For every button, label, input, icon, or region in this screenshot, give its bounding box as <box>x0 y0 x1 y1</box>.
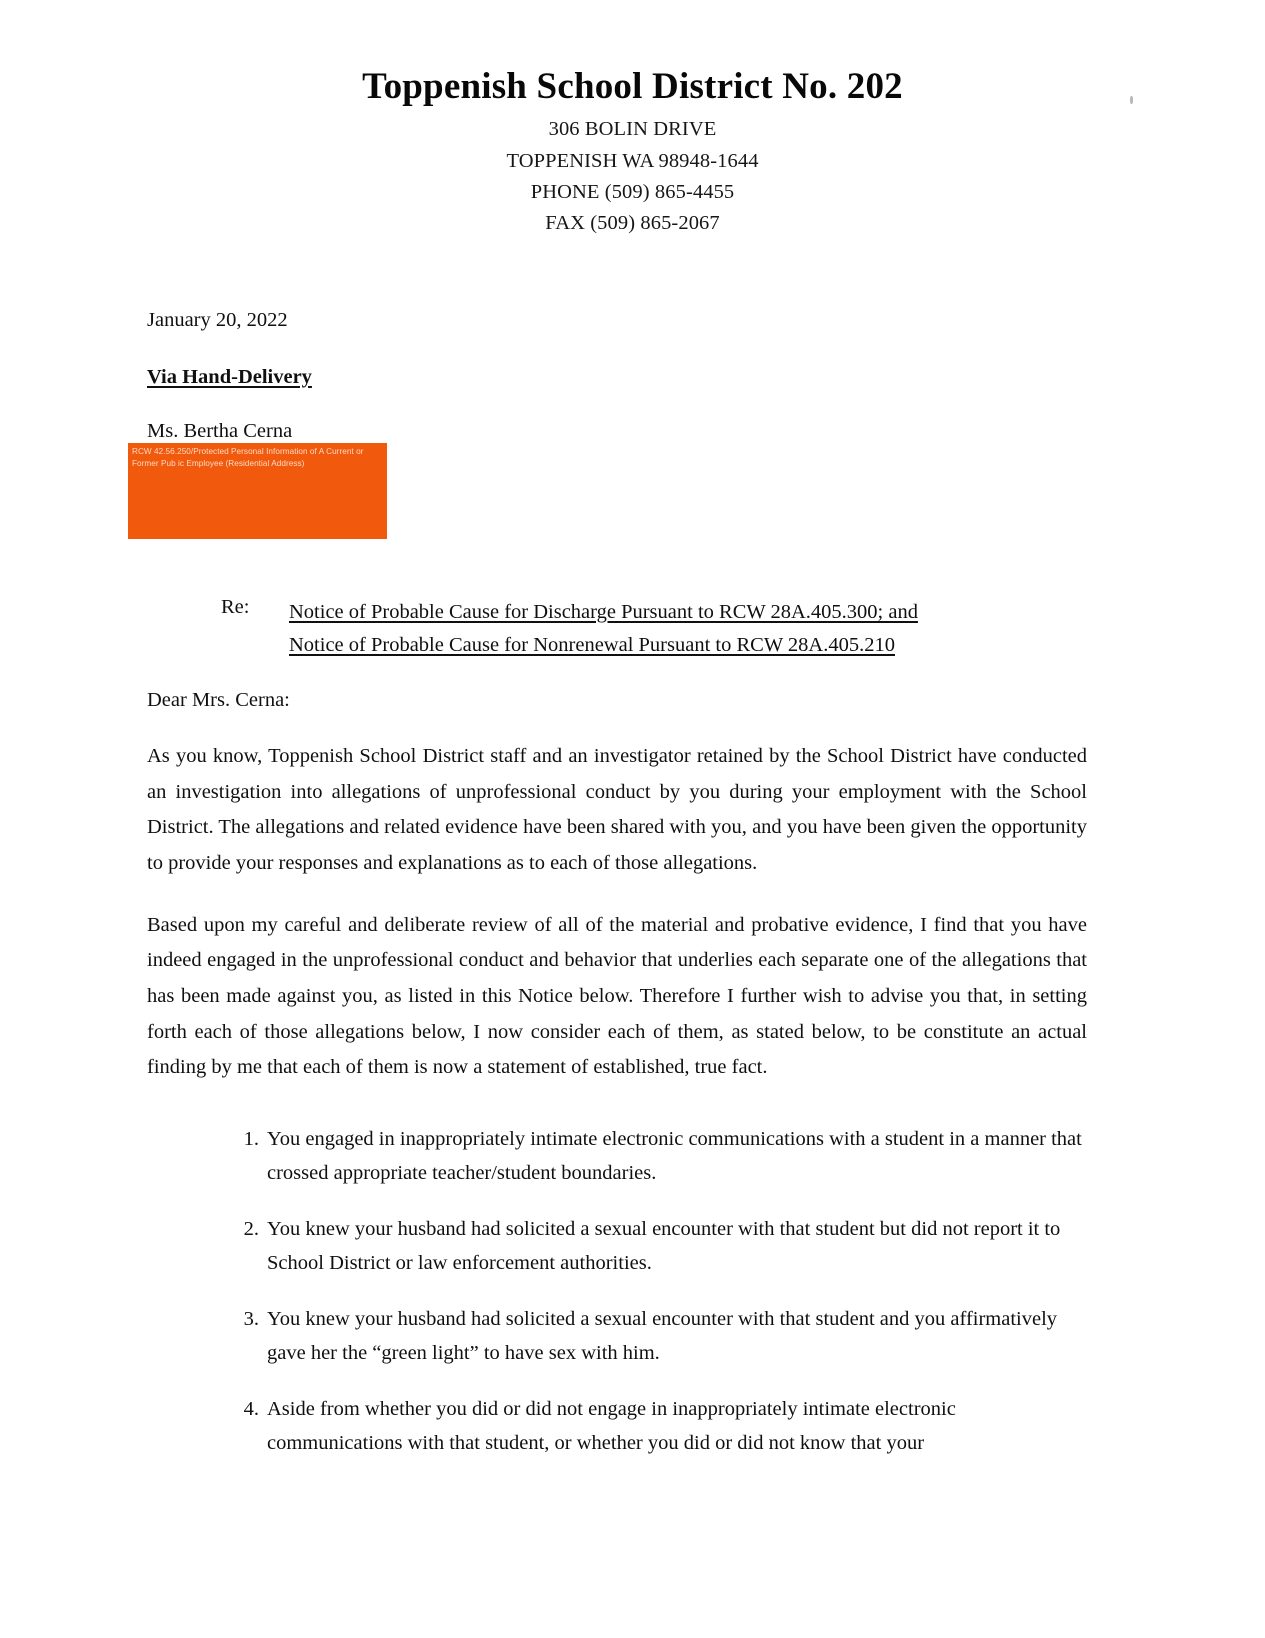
paragraph-stack <box>147 739 1087 1112</box>
allegation-item <box>219 1302 1089 1370</box>
allegation-item <box>219 1212 1089 1280</box>
redaction-box-address <box>128 443 387 539</box>
letter-date: January 20, 2022 <box>147 309 288 331</box>
letterhead-phone: PHONE (509) 865-4455 <box>530 180 735 203</box>
delivery-method-notice: Via Hand-Delivery <box>147 366 312 388</box>
subject-line-block <box>221 596 1091 662</box>
allegation-number: 3. <box>243 1308 259 1331</box>
scan-artifact-speck <box>1130 96 1133 104</box>
letterhead-city-state-zip: TOPPENISH WA 98948-1644 <box>506 149 759 172</box>
allegation-number: 2. <box>243 1218 259 1241</box>
letterhead-street: 306 BOLIN DRIVE <box>548 118 717 141</box>
letterhead <box>0 0 1265 239</box>
re-label: Re: <box>221 596 250 618</box>
salutation: Dear Mrs. Cerna: <box>147 689 290 711</box>
allegation-text: You knew your husband had solicited a sexual encounter with that student and you affirmatively gave her the “green light” to have sex with him. <box>267 1308 1058 1365</box>
allegation-text: Aside from whether you did or did not engage in inappropriately intimate electronic communications with that student, or whether you did or did not know that your <box>267 1398 956 1455</box>
allegation-item <box>219 1392 1089 1460</box>
allegations-list <box>219 1122 1089 1482</box>
allegation-number: 1. <box>243 1128 259 1150</box>
letterhead-address-block <box>0 114 1265 239</box>
allegation-number: 4. <box>243 1398 259 1421</box>
body-paragraph-2: Based upon my careful and deliberate review of all of the material and probative evidence, I find that you have indeed engaged in the unprofessional conduct and behavior that underlies each separate one of the allegations that has been made against you, as listed in this Notice below. Therefore I further wish to advise you that, in setting forth each of those allegations below, I now consider each of them, as stated below, to be constitute an actual finding by me that each of them is now a statement of established, true fact. <box>147 913 1087 1079</box>
letterhead-fax: FAX (509) 865-2067 <box>545 211 720 234</box>
re-subject-lines <box>289 596 1091 662</box>
re-subject-line-1: Notice of Probable Cause for Discharge Pursuant to RCW 28A.405.300; and <box>289 601 918 623</box>
recipient-name: Ms. Bertha Cerna <box>147 420 293 442</box>
district-title: Toppenish School District No. 202 <box>362 66 903 107</box>
allegation-text: You engaged in inappropriately intimate electronic communications with a student in a manner that crossed appropriate teacher/student boundaries. <box>267 1128 1082 1185</box>
allegation-item <box>219 1122 1089 1190</box>
allegation-text: You knew your husband had solicited a sexual encounter with that student but did not report it to School District or law enforcement authorities. <box>267 1218 1061 1275</box>
body-paragraph-1: As you know, Toppenish School District staff and an investigator retained by the School District have conducted an investigation into allegations of unprofessional conduct by you during your employment with the School District. The allegations and related evidence have been shared with you, and you have been given the opportunity to provide your responses and explanations as to each of those allegations. <box>147 745 1087 874</box>
redaction-exemption-label: RCW 42.56.250/Protected Personal Information of A Current or Former Pub ic Employee (Residential Address) <box>132 447 364 468</box>
re-subject-line-2: Notice of Probable Cause for Nonrenewal Pursuant to RCW 28A.405.210 <box>289 634 895 657</box>
